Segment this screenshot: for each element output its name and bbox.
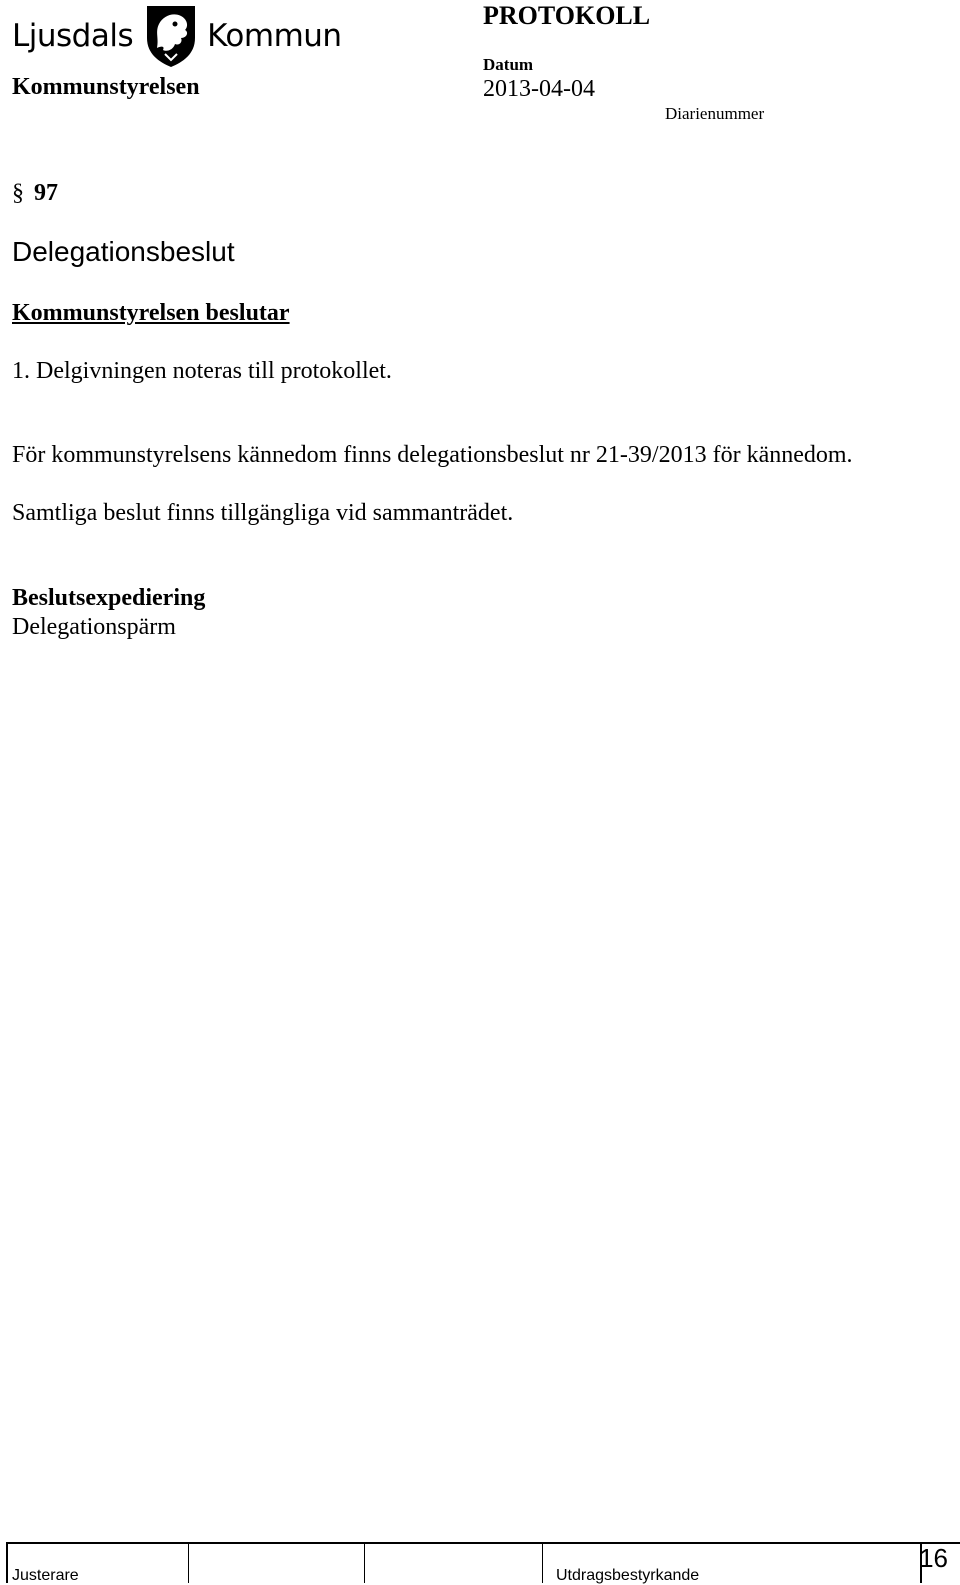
logo-text-left: Ljusdals (12, 17, 134, 54)
document-type: PROTOKOLL (483, 1, 651, 30)
decision-heading: Kommunstyrelsen beslutar (12, 300, 290, 326)
page-number: 16 (919, 1543, 948, 1573)
body-paragraph: För kommunstyrelsens kännedom finns delegationsbeslut nr 21-39/2013 för kännedom. (12, 442, 853, 468)
justerare-cell (8, 1544, 189, 1583)
signature-cell (188, 1544, 365, 1583)
diary-number-label: Diarienummer (665, 104, 765, 123)
justerare-label: Justerare (12, 1567, 79, 1584)
section-sign: § (12, 180, 24, 206)
organization-name: Kommunstyrelsen (12, 74, 200, 100)
utdrag-label: Utdragsbestyrkande (556, 1567, 700, 1584)
date-value: 2013-04-04 (483, 76, 595, 102)
expedition-heading: Beslutsexpediering (12, 585, 206, 611)
signature-cell (364, 1544, 543, 1583)
date-label: Datum (483, 55, 534, 74)
decision-item: 1. Delgivningen noteras till protokollet. (12, 358, 392, 384)
paragraph-number (12, 180, 58, 207)
logo-text-right: Kommun (207, 17, 342, 54)
municipality-logo (12, 2, 342, 70)
section-title: Delegationsbeslut (12, 236, 235, 267)
body-paragraph: Samtliga beslut finns tillgängliga vid sammanträdet. (12, 500, 514, 526)
section-number: 97 (34, 180, 58, 206)
utdrag-cell (542, 1544, 922, 1583)
expedition-recipient: Delegationspärm (12, 614, 176, 640)
signature-footer-table (6, 1542, 960, 1583)
coat-of-arms-icon (143, 4, 199, 68)
